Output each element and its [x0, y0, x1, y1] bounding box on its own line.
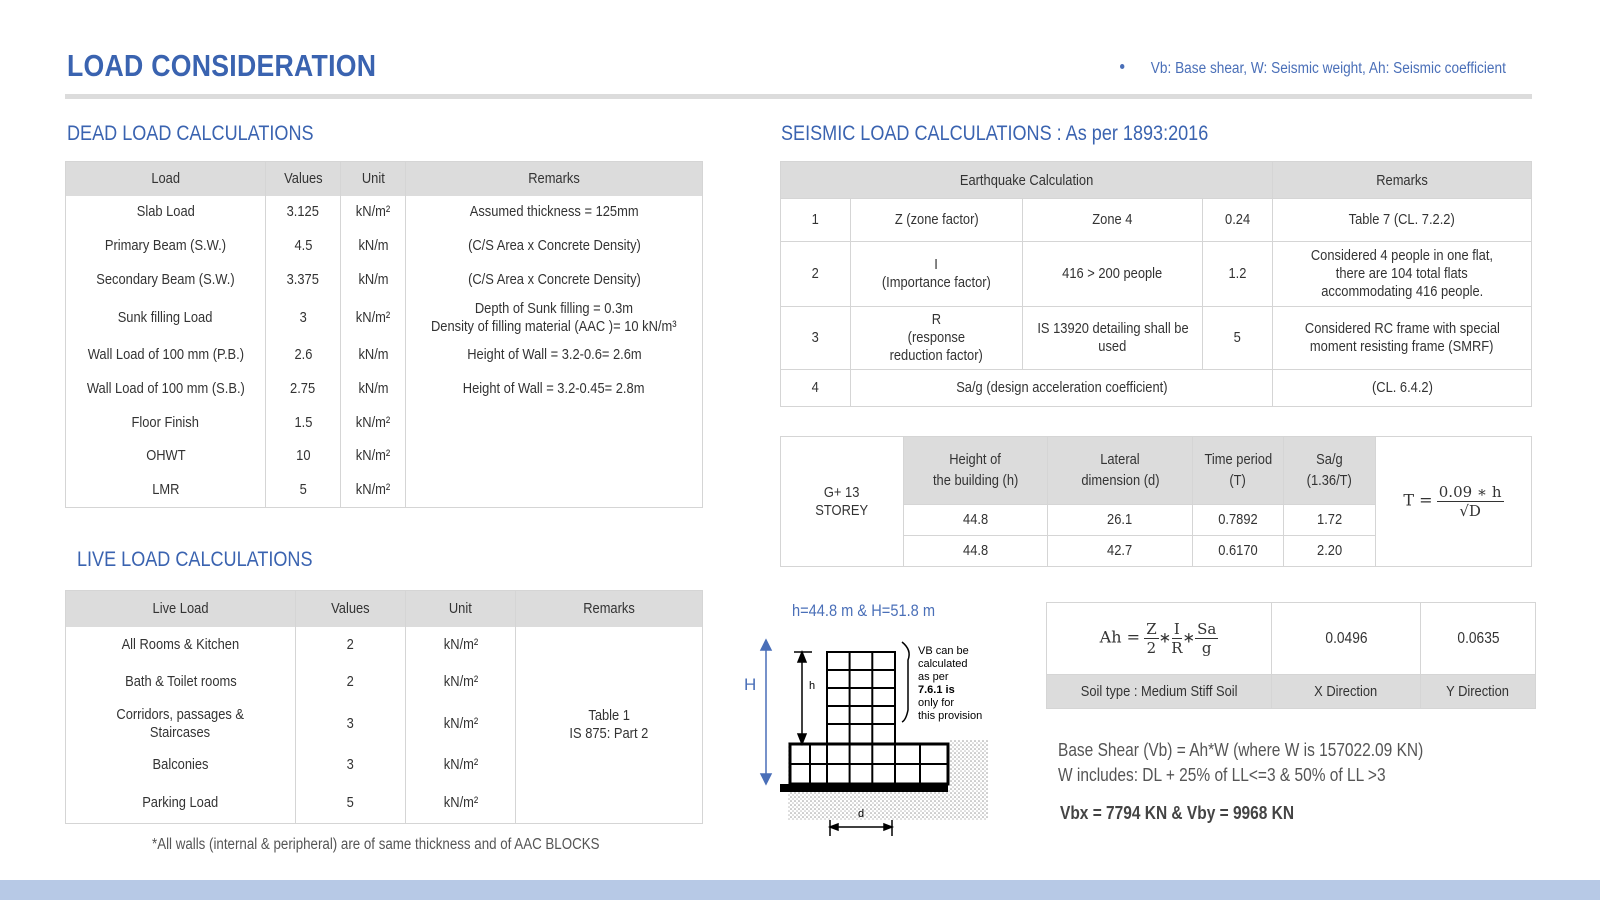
table-row: 44.8 26.1 0.7892 1.72 [781, 505, 1532, 536]
table-row: Corridors, passages & Staircases 3 kN/m² [66, 701, 703, 747]
table-row: Wall Load of 100 mm (P.B.) 2.6 kN/m Height of Wall = 3.2-0.6= 2.6m [66, 339, 703, 373]
table-row: Sunk filling Load 3 kN/m² Depth of Sunk filling = 0.3m Density of filling material (AAC )= 10 kN/m³ [66, 297, 703, 339]
table-row: Balconies 3 kN/m² [66, 747, 703, 784]
table-row: 4 Sa/g (design acceleration coefficient) (CL. 6.4.2) [781, 370, 1532, 407]
live-load-table [65, 590, 703, 824]
svg-text:this provision: this provision [918, 710, 983, 722]
legend-note: Vb: Base shear, W: Seismic weight, Ah: Seismic coefficient [1120, 60, 1506, 78]
bracket [902, 642, 909, 722]
table-row: Slab Load 3.125 kN/m² Assumed thickness = 125mm [66, 196, 703, 230]
table-row: Parking Load 5 kN/m² [66, 784, 703, 824]
table-header: G+ 13 STOREY Height of the building (h) Lateral dimension (d) Time period (T) Sa/g (1.36/T) T = $\frac{0.09 ∗ h}{√D}$ [781, 437, 1532, 505]
table-header: Soil type : Medium Stiff Soil X Direction Y Direction [1047, 675, 1536, 709]
svg-text:VB can be: VB can be [918, 645, 969, 657]
table-row: Primary Beam (S.W.) 4.5 kN/m (C/S Area x Concrete Density) [66, 229, 703, 263]
svg-text:7.6.1 is: 7.6.1 is [918, 684, 955, 696]
dead-load-heading: DEAD LOAD CALCULATIONS [67, 122, 314, 145]
table-header: Earthquake Calculation Remarks [781, 162, 1532, 199]
table-row: 3 R (response reduction factor) IS 13920 detailing shall be used 5 Considered RC frame with special moment resisting frame (SMRF) [781, 307, 1532, 370]
building-diagram [744, 640, 1030, 856]
table-row: All Rooms & Kitchen 2 kN/m² Table 1 IS 875: Part 2 [66, 627, 703, 664]
footnote: *All walls (internal & peripheral) are of same thickness and of AAC BLOCKS [152, 836, 600, 853]
provision-note [918, 645, 982, 722]
seismic-heading: SEISMIC LOAD CALCULATIONS : As per 1893:2016 [781, 122, 1209, 145]
table-row: Floor Finish 1.5 kN/m² [66, 406, 703, 440]
table-header: Live Load Values Unit Remarks [66, 591, 703, 627]
bullet-icon [1120, 64, 1124, 69]
h-label: h [809, 680, 816, 692]
seismic-table [780, 161, 1532, 407]
foundation [780, 784, 948, 792]
d-label: d [858, 808, 865, 820]
seismic-weight-note: W includes: DL + 25% of LL<=3 & 50% of LL >3 [1058, 765, 1386, 785]
svg-text:only for: only for [918, 697, 955, 709]
svg-text:calculated: calculated [918, 658, 968, 670]
table-row: 44.8 42.7 0.6170 2.20 [781, 536, 1532, 567]
h-dimension [794, 652, 812, 744]
H-dimension [761, 640, 771, 784]
H-label: H [744, 675, 757, 694]
table-row: LMR 5 kN/m² [66, 473, 703, 507]
footer-bar [0, 880, 1600, 900]
table-row: Ah = $\frac{Z}{2}$ ∗ $\frac{I}{R}$ ∗ $\frac{Sa}{g}$ 0.0496 0.0635 [1047, 603, 1536, 675]
table-row: Secondary Beam (S.W.) 3.375 kN/m (C/S Area x Concrete Density) [66, 263, 703, 297]
table-row: Wall Load of 100 mm (S.B.) 2.75 kN/m Height of Wall = 3.2-0.45= 2.8m [66, 372, 703, 406]
ah-formula: Ah = $\frac{Z}{2}$ ∗ $\frac{I}{R}$ ∗ $\frac{Sa}{g}$ [1047, 603, 1272, 675]
live-load-heading: LIVE LOAD CALCULATIONS [77, 548, 313, 571]
d-dimension [830, 820, 892, 836]
period-formula: T = $\frac{0.09 ∗ h}{√D}$ [1376, 437, 1532, 567]
storey-label: G+ 13 STOREY [781, 437, 904, 567]
table-header: Load Values Unit Remarks [66, 162, 703, 196]
svg-text:as per: as per [918, 671, 949, 683]
table-row: 2 I (Importance factor) 416 > 200 people 1.2 Considered 4 people in one flat, there are 104 total flats accommodating 416 people. [781, 242, 1532, 307]
table-row: 1 Z (zone factor) Zone 4 0.24 Table 7 (CL. 7.2.2) [781, 199, 1532, 242]
title-divider [65, 94, 1532, 99]
table-row: Bath & Toilet rooms 2 kN/m² [66, 664, 703, 701]
base-shear-result: Vbx = 7794 KN & Vby = 9968 KN [1060, 803, 1295, 823]
table-row: OHWT 10 kN/m² [66, 440, 703, 474]
building-period-table [780, 436, 1532, 567]
base-shear-formula: Base Shear (Vb) = Ah*W (where W is 157022.09 KN) [1058, 740, 1424, 760]
dead-load-table [65, 161, 703, 508]
seismic-coefficient-table [1046, 602, 1536, 709]
live-load-remark: Table 1 IS 875: Part 2 [516, 627, 703, 824]
page-title: LOAD CONSIDERATION [67, 48, 377, 83]
height-caption: h=44.8 m & H=51.8 m [792, 601, 936, 620]
